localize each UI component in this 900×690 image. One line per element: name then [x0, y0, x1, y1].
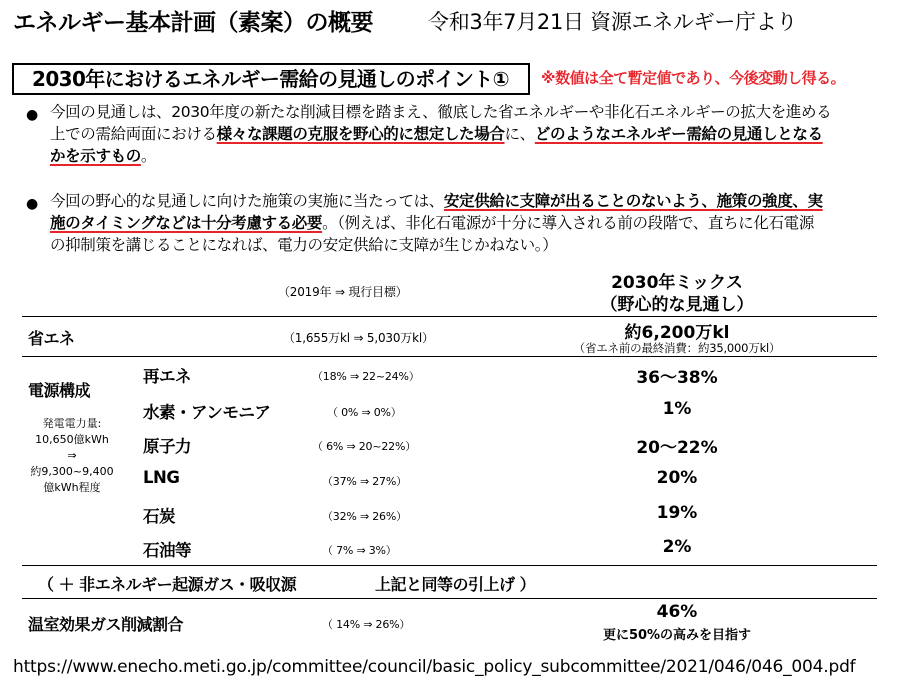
table-divider	[22, 598, 877, 599]
energy-saving-value: 約6,200万kl	[624, 323, 730, 343]
source-compare: （37% ⇒ 27%）	[322, 475, 407, 488]
emphasis-text: 安定供給に支障が出ることのないよう、施策の強度、実	[443, 192, 823, 210]
source-name: 原子力	[143, 437, 191, 456]
page-subtitle: 令和3年7月21日 資源エネルギー庁より	[428, 10, 798, 34]
source-compare: （ 7% ⇒ 3%）	[322, 544, 397, 557]
text: 10,650億kWh	[35, 433, 109, 446]
source-value: 20%	[656, 468, 698, 488]
ghg-reduction-note: 更に50%の高みを目指す	[602, 628, 752, 643]
text: 上での需給両面における	[50, 125, 217, 143]
non-energy-label: （ ＋ 非エネルギー起源ガス・吸収源	[38, 575, 297, 594]
table-divider	[22, 316, 877, 317]
source-compare: （ 0% ⇒ 0%）	[327, 406, 402, 419]
table-divider	[22, 565, 877, 566]
bullet-2-line-2	[50, 212, 823, 234]
bullet-2-line-3: の抑制策を講じることになれば、電力の安定供給に支障が生じかねない。）	[50, 236, 558, 254]
bullet-1-line-1: 今回の見通しは、2030年度の新たな削減目標を踏まえ、徹底した省エネルギーや非化石エネルギーの拡大を進める	[50, 103, 832, 121]
mix-column-header-2: （野心的な見通し）	[600, 295, 754, 315]
bullet-icon: ●	[26, 107, 39, 123]
source-name: 石炭	[143, 507, 175, 526]
bullet-icon: ●	[26, 196, 39, 212]
text: 。	[140, 147, 157, 165]
mix-column-header-1: 2030年ミックス	[611, 273, 743, 293]
bullet-1-line-2	[50, 123, 831, 145]
source-value: 36～38%	[636, 368, 718, 388]
source-name: LNG	[143, 468, 180, 487]
bullet-1-line-3	[50, 145, 831, 167]
emphasis-text: どのようなエネルギー需給の見通しとなる	[534, 125, 823, 143]
generation-amount-note	[22, 416, 122, 496]
ghg-reduction-value: 46%	[656, 602, 698, 622]
emphasis-text: かを示すもの	[50, 147, 141, 165]
text: 発電電力量:	[42, 417, 102, 430]
page-title: エネルギー基本計画（素案）の概要	[13, 10, 373, 36]
text: に、	[504, 125, 535, 143]
source-value: 1%	[662, 399, 692, 419]
emphasis-text: 様々な課題の克服を野心的に想定した場合	[216, 125, 505, 143]
ghg-reduction-compare: （ 14% ⇒ 26%）	[322, 618, 411, 631]
compare-column-header: （2019年 ⇒ 現行目標）	[278, 285, 408, 299]
source-name: 再エネ	[143, 367, 191, 386]
text: 今回の野心的な見通しに向けた施策の実施に当たっては、	[50, 192, 444, 210]
energy-saving-note: （省エネ前の最終消費：約35,000万kl）	[573, 341, 781, 355]
bullet-paragraph-1	[50, 101, 831, 167]
source-url[interactable]: https://www.enecho.meti.go.jp/committee/council/basic_policy_subcommittee/2021/046/046_004.pdf	[13, 657, 856, 677]
bullet-2-line-1	[50, 190, 823, 212]
source-value: 20～22%	[636, 438, 718, 458]
point-heading-box: 2030年におけるエネルギー需給の見通しのポイント①	[12, 63, 530, 95]
energy-saving-label: 省エネ	[28, 329, 75, 348]
text: 。（例えば、非化石電源が十分に導入される前の段階で、直ちに化石電源	[322, 214, 814, 232]
arrow-icon: ⇒	[67, 449, 77, 462]
bullet-paragraph-2	[50, 190, 823, 256]
source-compare: （ 6% ⇒ 20~22%）	[312, 440, 417, 453]
text: 約9,300~9,400	[30, 465, 114, 478]
source-name: 水素・アンモニア	[143, 403, 271, 422]
emphasis-text: 施のタイミングなどは十分考慮する必要	[50, 214, 323, 232]
source-compare: （18% ⇒ 22~24%）	[312, 370, 420, 383]
non-energy-note: 上記と同等の引上げ ）	[375, 575, 536, 594]
power-mix-label: 電源構成	[28, 381, 91, 400]
provisional-note: ※数値は全て暫定値であり、今後変動し得る。	[541, 69, 846, 87]
source-name: 石油等	[143, 541, 191, 560]
source-value: 19%	[656, 503, 698, 523]
text: 億kWh程度	[43, 481, 101, 494]
source-compare: （32% ⇒ 26%）	[322, 510, 407, 523]
source-value: 2%	[662, 537, 692, 557]
ghg-reduction-label: 温室効果ガス削減割合	[28, 615, 184, 634]
table-divider	[22, 356, 877, 357]
energy-saving-compare: （1,655万kl ⇒ 5,030万kl）	[283, 331, 434, 345]
